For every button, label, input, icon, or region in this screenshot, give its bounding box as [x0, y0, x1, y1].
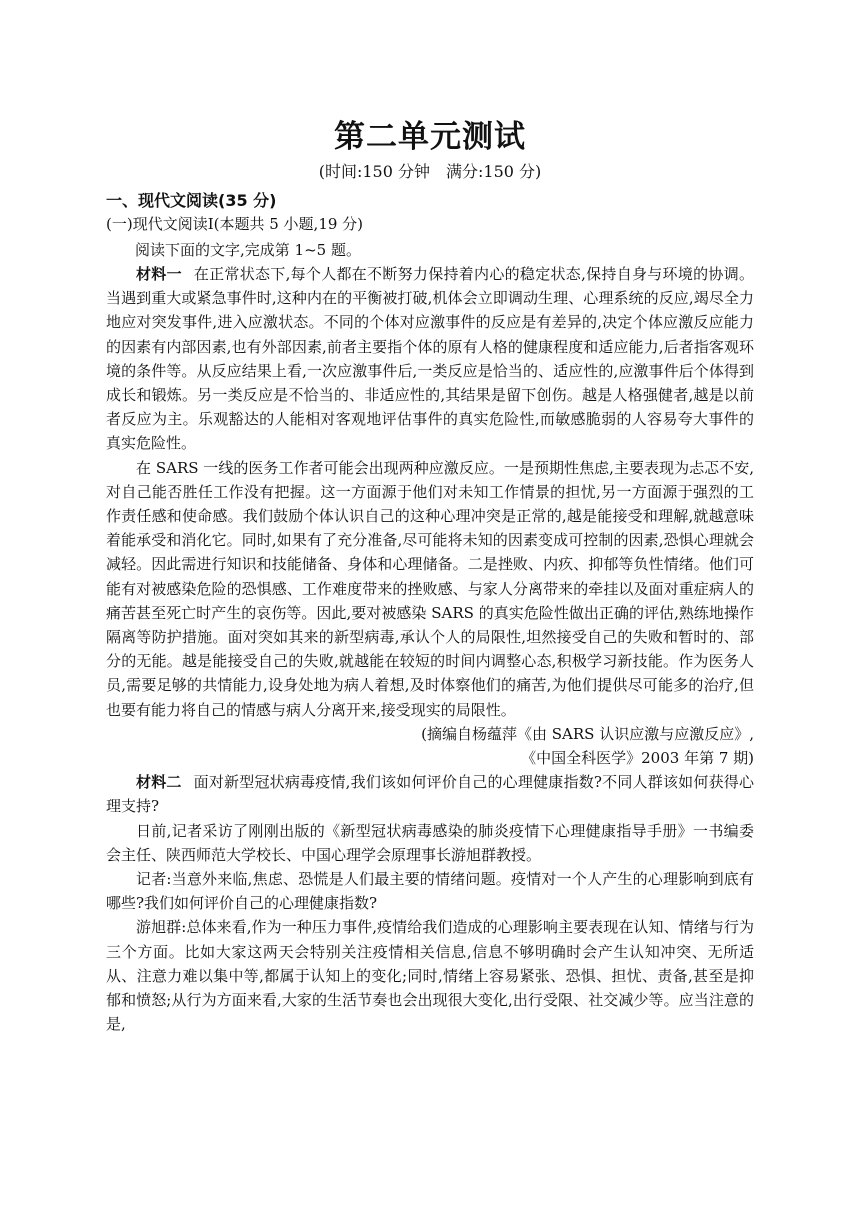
page-title: 第二单元测试 — [334, 119, 526, 155]
source-citation-line1: (摘编自杨蕴萍《由 SARS 认识应激与应激反应》, — [421, 724, 754, 743]
subsection-heading: (一)现代文阅读Ⅰ(本题共 5 小题,19 分) — [106, 215, 364, 233]
material1-paragraph2: 在 SARS 一线的医务工作者可能会出现两种应激反应。一是预期性焦虑,主要表现为忐忑不安,对自己能否胜任工作没有把握。这一方面源于他们对未知工作情景的担忧,另一方面源于强烈的工作责任感和使命感。我们鼓励个体认识自己的这种心理冲突是正常的,越是能接受和理解,就越意味着能承受和消化它。同时,如果有了充分准备,尽可能将未知的因素变成可控制的因素,恐惧心理就会减轻。因此需进行知识和技能储备、身体和心理储备。二是挫败、内疚、抑郁等负性情绪。他们可能有对被感染危险的恐惧感、工作难度带来的挫败感、与家人分离带来的牵挂以及面对重症病人的痛苦甚至死亡时产生的哀伤等。因此,要对被感染 SARS 的真实危险性做出正确的评估,熟练地操作隔离等防护措施。面对突如其来的新型病毒,承认个人的局限性,坦然接受自己的失败和暂时的、部分的无能。越是能接受自己的失败,就越能在较短的时间内调整心态,积极学习新技能。作为医务人员,需要足够的共情能力,设身处地为病人着想,及时体察他们的痛苦,为他们提供尽可能多的治疗,但也要有能力将自己的情感与病人分离开来,接受现实的局限性。 — [106, 458, 754, 719]
material2-label: 材料二 — [136, 773, 182, 792]
exam-time-info: (时间:150 分钟 满分:150 分) — [318, 162, 542, 181]
material2-paragraph1: 材料二 面对新型冠状病毒疫情,我们该如何评价自己的心理健康指数?不同人群该如何获得心理支持? — [106, 773, 754, 816]
material2-paragraph3: 记者:当意外来临,焦虑、恐慌是人们最主要的情绪问题。疫情对一个人产生的心理影响到底有哪些?我们如何评价自己的心理健康指数? — [106, 870, 754, 913]
material1-label: 材料一 — [136, 265, 182, 283]
source-citation-line2: 《中国全科医学》2003 年第 7 期) — [521, 749, 754, 768]
material2-paragraph4: 游旭群:总体来看,作为一种压力事件,疫情给我们造成的心理影响主要表现在认知、情绪与行为三个方面。比如大家这两天会特别关注疫情相关信息,信息不够明确时会产生认知冲突、无所适从、注意力难以集中等,都属于认知上的变化;同时,情绪上容易紧张、恐惧、担忧、责备,甚至是抑郁和愤怒;从行为方面来看,大家的生活节奏也会出现很大变化,出行受限、社交减少等。应当注意的是, — [106, 918, 754, 1034]
material1-paragraph1: 材料一 在正常状态下,每个人都在不断努力保持着内心的稳定状态,保持自身与环境的协调。当遇到重大或紧急事件时,这种内在的平衡被打破,机体会立即调动生理、心理系统的反应,竭尽全力地应对突发事件,进入应激状态。不同的个体对应激事件的反应是有差异的,决定个体应激反应能力的因素有内部因素,也有外部因素,前者主要指个体的原有人格的健康程度和适应能力,后者指客观环境的条件等。从反应结果上看,一次应激事件后,一类反应是恰当的、适应性的,应激事件后个体得到成长和锻炼。另一类反应是不恰当的、非适应性的,其结果是留下创伤。越是人格强健者,越是以前者反应为主。乐观豁达的人能相对客观地评估事件的真实危险性,而敏感脆弱的人容易夸大事件的真实危险性。 — [106, 265, 754, 453]
section-heading: 一、现代文阅读(35 分) — [106, 191, 277, 210]
article-body — [106, 262, 754, 1037]
material2-paragraph2: 日前,记者采访了刚刚出版的《新型冠状病毒感染的肺炎疫情下心理健康指导手册》一书编委会主任、陕西师范大学校长、中国心理学会原理事长游旭群教授。 — [106, 821, 754, 864]
instruction-text: 阅读下面的文字,完成第 1~5 题。 — [135, 241, 361, 259]
